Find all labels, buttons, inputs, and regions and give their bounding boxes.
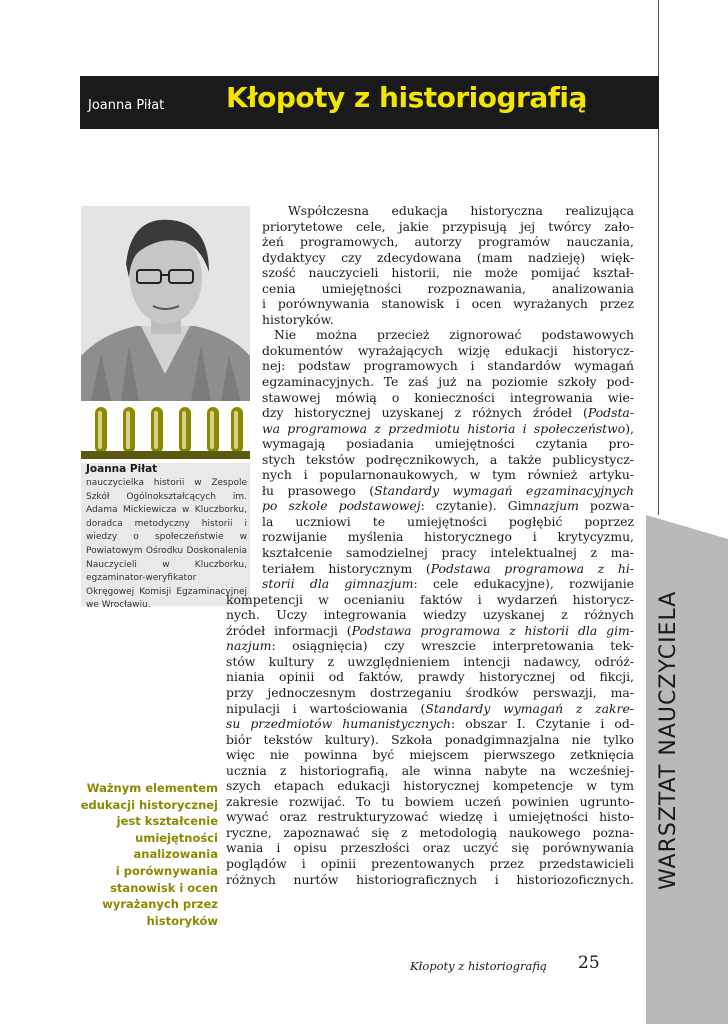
body-line: cenia umiejętności rozpoznawania, analizowania [262, 280, 634, 296]
body-line: nych i popularnonaukowych, w tym również artyku- [262, 467, 634, 483]
body-line: poglądów i opinii prezentowanych przez przedstawicieli [226, 855, 634, 871]
body-line: dzy historycznej uzyskanej z różnych źródeł (Podsta- [262, 405, 634, 421]
footer-running-title: Kłopoty z historiografią [410, 959, 547, 973]
body-line: ryczne, zapoznawać się z metodologią naukowego pozna- [226, 824, 634, 840]
body-line: źródeł informacji (Podstawa programowa z historii dla gim- [226, 622, 634, 638]
body-line: łu prasowego (Standardy wymagań egzaminacyjnych [262, 482, 634, 498]
body-line: więc nie powinna być miejscem pierwszego zetknięcia [226, 747, 634, 763]
body-line: storii dla gimnazjum: cele edukacyjne), rozwijanie [262, 576, 634, 592]
body-line: szych etapach edukacji historycznej kompetencje w tym [226, 778, 634, 794]
author-bio [81, 463, 250, 611]
body-line: nych. Uczy integrowania wiedzy uzyskanej z różnych [226, 607, 634, 623]
body-line: nej: podstaw programowych i standardów wymagań [262, 358, 634, 374]
body-line: dydaktycy czy zdecydowana (mam nadzieję) więk- [262, 249, 634, 265]
pull-quote-line: stanowisk i ocen [110, 880, 218, 895]
body-line: la uczniowi te umiejętności pogłębić poprzez [262, 513, 634, 529]
body-line: egzaminacyjnych. Te zaś już na poziomie szkoły pod- [262, 374, 634, 390]
body-line: żeń programowych, autorzy programów nauczania, [262, 234, 634, 250]
pull-quote-line: wyrażanych przez [102, 897, 218, 912]
article-title: Kłopoty z historiografią [226, 81, 587, 114]
pull-quote-line: edukacji historycznej [80, 797, 218, 812]
page-number: 25 [578, 953, 600, 973]
header-author: Joanna Piłat [88, 98, 165, 113]
pull-quote-line: umiejętności [135, 830, 218, 845]
author-photo [81, 206, 250, 401]
section-label: WARSZTAT NAUCZYCIELA [656, 590, 681, 890]
bio-name: Joanna Piłat [86, 463, 158, 475]
body-line: dokumentów wyrażających wizję edukacji historycz- [262, 342, 634, 358]
pull-quote-line: jest kształcenie [116, 814, 218, 829]
body-line: po szkole podstawowej: czytanie). Gimnazjum pozwa- [262, 498, 634, 514]
body-line: przy jednoczesnym dostrzeganiu środków perswazji, ma- [226, 684, 634, 700]
article-body [226, 203, 634, 887]
body-line: nazjum: osiągnięcia) czy wreszcie interpretowania tek- [226, 638, 634, 654]
body-line: i porównywania stanowisk i ocen wyrażanych przez [262, 296, 634, 312]
body-line: kształcenie samodzielnej pracy intelektualnej z ma- [262, 545, 634, 561]
bio-text: nauczycielka historii w Zespole Szkół Ogólnokształcących im. Adama Mickiewicza w Kluczborku, doradca metodyczny historii i wiedzy o społeczeństwie w Powiatowym Ośrodku Doskonalenia Nauczycieli w Kluczborku, egzaminator-weryfikator Okręgowej Komisji Egzaminacyjnej we Wrocławiu. [86, 478, 247, 611]
pull-quote-line: i porównywania [115, 863, 218, 878]
pull-quote [80, 780, 218, 929]
body-line: kompetencji w ocenianiu faktów i wydarzeń historycz- [226, 591, 634, 607]
body-line: teriałem historycznym (Podstawa programowa z hi- [262, 560, 634, 576]
body-line: priorytetowe cele, jakie przypisują jej twórcy zało- [262, 218, 634, 234]
body-line: historyków. [262, 311, 334, 327]
body-line: niania opinii od faktów, prawdy historycznej od fikcji, [226, 669, 634, 685]
body-line: ucznia z historiografią, ale winna nabyte na wcześniej- [226, 762, 634, 778]
body-line: szość nauczycieli historii, nie może pomijać kształ- [262, 265, 634, 281]
article-header [80, 76, 659, 129]
body-line: wa programowa z przedmiotu historia i społeczeństwo), [262, 420, 634, 436]
body-line: stych tekstów podręcznikowych, a także publicystycz- [262, 451, 634, 467]
body-line: wania i opisu przeszłości oraz uczyć się porównywania [226, 840, 634, 856]
pull-quote-line: historyków [146, 913, 218, 928]
body-line: Współczesna edukacja historyczna realizująca [288, 203, 634, 218]
body-line: różnych nurtów historiograficznych i historiozoficznych. [226, 871, 634, 887]
body-line: stawowej mówią o konieczności integrowania wie- [262, 389, 634, 405]
pull-quote-line: analizowania [133, 847, 218, 862]
body-line: nipulacji i wartościowania (Standardy wymagań z zakre- [226, 700, 634, 716]
body-line: stów kultury z uwzględnieniem intencji nadawcy, odróż- [226, 653, 634, 669]
body-line: rozwijanie myślenia historycznego i krytycyzmu, [262, 529, 634, 545]
body-line: wywać oraz restrukturyzować wiedzę i umiejętności histo- [226, 809, 634, 825]
portrait-image [81, 206, 250, 401]
body-line: Nie można przecież zignorować podstawowych [274, 327, 634, 343]
body-line: zakresie rozwijać. To tu bowiem uczeń powinien ugrunto- [226, 793, 634, 809]
spiral-binding-image [81, 401, 250, 463]
body-line: wymagają posiadania umiejętności czytania pro- [262, 436, 634, 452]
pull-quote-line: Ważnym elementem [86, 781, 218, 795]
body-line: su przedmiotów humanistycznych: obszar I. Czytanie i od- [226, 716, 635, 732]
body-line: biór tekstów kultury). Szkoła ponadgimnazjalna nie tylko [226, 731, 634, 747]
